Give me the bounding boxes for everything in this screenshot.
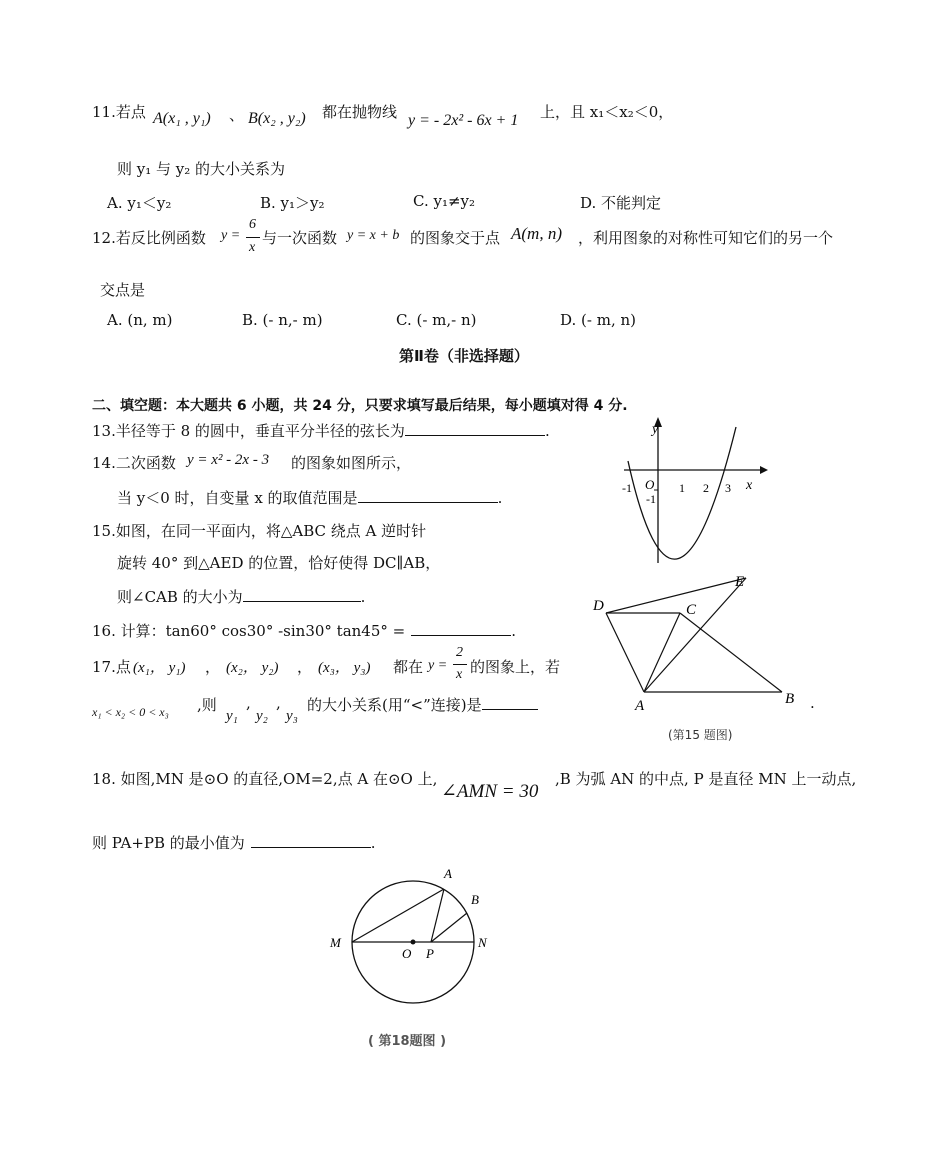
q13-text (92, 420, 550, 441)
q12-option-d: D. (- m, n) (560, 311, 636, 329)
q16-text (92, 620, 516, 641)
fig15-label-c: C (686, 602, 697, 618)
q11-line2: 则 y₁ 与 y₂ 的大小关系为 (117, 160, 286, 178)
q17-p1: (x₁， y₁) (133, 660, 186, 676)
q17-end: . (810, 694, 815, 712)
fig15-seg-ae (644, 578, 746, 692)
q12-y-eq: y = (221, 228, 241, 243)
fig14-x-label: x (746, 478, 753, 493)
q17-comma1: ， (205, 658, 221, 676)
fig14-y-label: y (652, 422, 659, 437)
q15-end: . (360, 588, 366, 606)
q17-tail: 的图象上，若 (470, 658, 561, 676)
fig18-label-n: N (478, 935, 487, 950)
q12-line2: 交点是 (100, 281, 146, 299)
q12-frac-bar (246, 237, 260, 238)
q12-option-c: C. (- m,- n) (396, 311, 477, 329)
q13-end: . (544, 422, 550, 440)
q12-linear: y = x + b (347, 228, 400, 243)
q14-formula: y = x² - 2x - 3 (187, 452, 270, 468)
q15-line1: 15.如图，在同一平面内，将△ABC 绕点 A 逆时针 (92, 522, 427, 540)
fig18-seg-ma (352, 889, 444, 942)
q12-option-b: B. (- n,- m) (242, 311, 323, 329)
fig18-label-b: B (471, 892, 479, 907)
q12-mid2: 的图象交于点 (410, 229, 501, 247)
q12-tail: ，利用图象的对称性可知它们的另一个 (578, 229, 834, 247)
fig14-tick-neg1: -1 (622, 481, 632, 495)
q13-question: 13.半径等于 8 的圆中，垂直平分半径的弦长为 (92, 422, 405, 440)
q14-question: 当 y＜0 时，自变量 x 的取值范围是 (117, 489, 358, 507)
fig15-label-b: B (785, 691, 795, 707)
q17-tail2-wrap (307, 694, 538, 715)
figure-14-parabola (618, 415, 768, 567)
q11-mid-text: 都在抛物线 (322, 103, 398, 121)
q17-frac-den: x (456, 667, 463, 682)
q18-line2: 则 PA+PB 的最小值为 (92, 834, 245, 852)
fig14-x-arrow-icon (760, 466, 768, 474)
q13-answer-blank[interactable] (405, 421, 545, 436)
fig14-tick-1: 1 (679, 481, 685, 495)
q11-separator: 、 (229, 106, 245, 124)
q14-line2 (117, 487, 502, 508)
fig14-origin: O (645, 477, 655, 492)
q18-line1b: ,B 为弧 AN 的中点, P 是直径 MN 上一动点, (555, 770, 857, 788)
fig15-label-d: D (593, 598, 604, 614)
q11-point-b: B(x₂ , y₂) (248, 110, 306, 127)
q17-comma-y1: , (246, 694, 251, 712)
fig18-label-a: A (444, 866, 452, 881)
figure-15-triangles (588, 568, 808, 716)
q12-mid: 与一次函数 (262, 229, 338, 247)
q12-option-a: A. (n, m) (107, 311, 173, 329)
q17-p3: (x₃， y₃) (318, 660, 371, 676)
fig18-label-p: P (426, 946, 434, 961)
fig14-tick-y-neg1: -1 (646, 492, 656, 506)
q17-condition: x₁ < x₂ < 0 < x₃ (92, 705, 169, 719)
fig15-caption: (第15 题图) (668, 728, 733, 742)
q12-point: A(m, n) (511, 224, 562, 243)
q17-tail2: 的大小关系(用“<”连接)是 (307, 696, 482, 714)
q14-answer-blank[interactable] (358, 488, 498, 503)
q12-frac-num: 6 (249, 217, 256, 232)
fig15-seg-da (606, 613, 644, 692)
q11-option-a: A. y₁＜y₂ (107, 194, 172, 212)
q17-y1: y₁ (226, 708, 238, 724)
q17-frac-num: 2 (456, 645, 463, 660)
q18-line2-wrap (92, 832, 376, 853)
q11-formula: y = - 2x² - 6x + 1 (408, 112, 519, 129)
q16-answer-blank[interactable] (411, 621, 511, 636)
q11-option-c: C. y₁≠y₂ (413, 192, 476, 210)
q12-prefix: 12.若反比例函数 (92, 229, 206, 247)
fig18-center-dot (411, 940, 416, 945)
q17-p2: (x₂， y₂) (226, 660, 279, 676)
fig14-tick-2: 2 (703, 481, 709, 495)
q18-end: . (370, 834, 376, 852)
q14-end: . (497, 489, 503, 507)
q18-angle: ∠AMN = 30 (441, 781, 539, 802)
q11-option-d: D. 不能判定 (580, 194, 662, 212)
section-title: 第Ⅱ卷（非选择题） (399, 347, 529, 365)
q16-end: . (511, 622, 517, 640)
fig15-seg-ac (644, 613, 680, 692)
fig18-label-m: M (330, 935, 341, 950)
fig18-seg-pb (431, 913, 467, 942)
fig14-tick-3: 3 (725, 481, 731, 495)
q11-prefix: 11.若点 (92, 103, 146, 121)
fig15-seg-cb (680, 613, 782, 692)
q15-question: 则∠CAB 的大小为 (117, 588, 243, 606)
figure-18-circle (322, 862, 502, 1020)
q16-question: 16. 计算：tan60° cos30° -sin30° tan45° = (92, 622, 406, 640)
q15-line3 (117, 586, 365, 607)
fig15-label-a: A (635, 698, 645, 714)
q17-answer-blank[interactable] (482, 695, 538, 710)
q11-option-b: B. y₁＞y₂ (260, 194, 325, 212)
fig18-seg-ap (431, 889, 444, 942)
q15-answer-blank[interactable] (243, 587, 361, 602)
q18-line1a: 18. 如图,MN 是⊙O 的直径,OM=2,点 A 在⊙O 上, (92, 770, 438, 788)
q17-mid: 都在 (393, 658, 424, 676)
q18-answer-blank[interactable] (251, 833, 371, 848)
q15-line2: 旋转 40° 到△AED 的位置，恰好使得 DC∥AB， (117, 554, 441, 572)
fig18-label-o: O (402, 946, 412, 961)
fig15-label-e: E (735, 574, 745, 590)
q17-prefix: 17.点 (92, 658, 131, 676)
q17-comma-y2: , (276, 694, 281, 712)
q17-y-eq: y = (428, 658, 448, 673)
q17-then: ,则 (197, 696, 217, 714)
q14-tail: 的图象如图所示， (291, 454, 412, 472)
fig18-caption: ( 第18题图 ) (368, 1034, 447, 1049)
q17-comma2: ， (297, 658, 313, 676)
section-header: 二、填空题：本大题共 6 小题，共 24 分，只要求填写最后结果，每小题填对得 4 分. (92, 398, 628, 414)
fig15-seg-de (606, 578, 746, 613)
q11-tail: 上，且 x₁＜x₂＜0， (540, 103, 674, 121)
q12-frac-den: x (249, 240, 256, 255)
q17-y3: y₃ (286, 708, 298, 724)
q17-frac-bar (453, 664, 467, 665)
q17-y2: y₂ (256, 708, 268, 724)
q14-prefix: 14.二次函数 (92, 454, 176, 472)
q11-point-a: A(x₁ , y₁) (153, 110, 211, 127)
